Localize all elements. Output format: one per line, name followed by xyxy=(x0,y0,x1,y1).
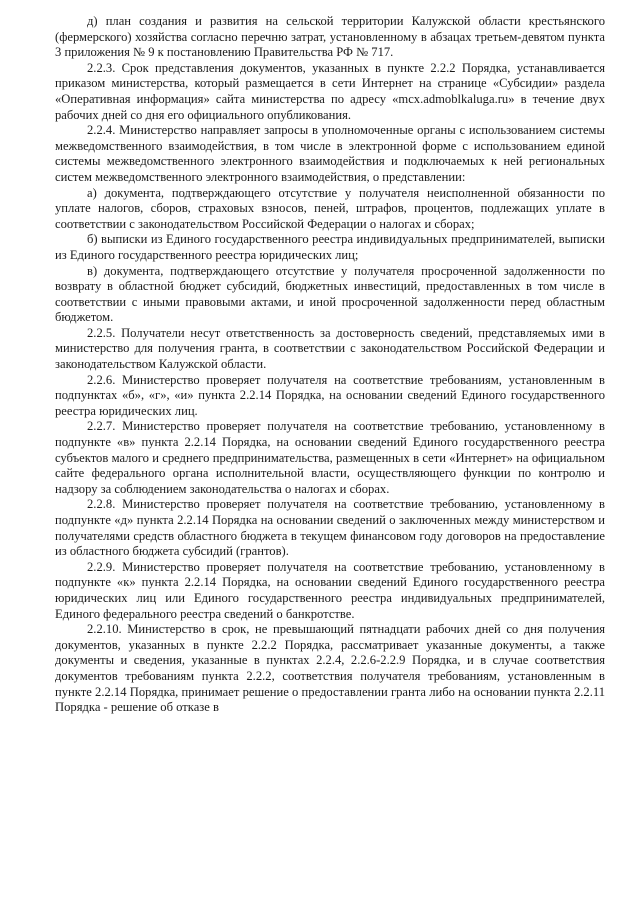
paragraph-2-2-3: 2.2.3. Срок представления документов, указанных в пункте 2.2.2 Порядка, устанавливается приказом министерства, который размещается в сети Интернет на странице «Субсидии» раздела «Оперативная информация» сайта министерства по адресу «mcx.admoblkaluga.ru» в течение двух рабочих дней со дня его официального опубликования. xyxy=(55,60,605,122)
paragraph-plan-d: д) план создания и развития на сельской территории Калужской области крестьянского (фермерского) хозяйства согласно перечню затрат, установленному в абзацах третьем-девятом пункта 3 приложения № 9 к постановлению Правительства РФ № 717. xyxy=(55,14,605,60)
paragraph-2-2-4: 2.2.4. Министерство направляет запросы в уполномоченные органы с использованием системы межведомственного взаимодействия, в том числе в электронной форме с использованием единой системы межведомственного электронного взаимодействия и подключаемых к ней региональных систем межведомственного электронного взаимодействия, о представлении: xyxy=(55,123,605,184)
paragraph-2-2-10: 2.2.10. Министерство в срок, не превышающий пятнадцати рабочих дней со дня получения документов, указанных в пункте 2.2.2 Порядка, рассматривает указанные документы, а также документы и сведения, указанные в пунктах 2.2.4, 2.2.6-2.2.9 Порядка, и в случае соответствия документов требованиям пункта 2.2.2, соответствия получателя требованиям, установленным в пункте 2.2.14 Порядка, принимает решение о предоставлении гранта либо на основании пункта 2.2.11 Порядка - решение об отказе в xyxy=(55,622,605,715)
paragraph-2-2-4-b: б) выписки из Единого государственного реестра индивидуальных предпринимателей, выписки из Единого государственного реестра юридических лиц; xyxy=(55,232,605,262)
paragraph-2-2-4-a: а) документа, подтверждающего отсутствие у получателя неисполненной обязанности по уплате налогов, сборов, страховых взносов, пеней, штрафов, процентов, подлежащих уплате в соответствии с законодательством Российской Федерации о налогах и сборах; xyxy=(55,185,605,231)
paragraph-2-2-5: 2.2.5. Получатели несут ответственность за достоверность сведений, представляемых ими в министерство для получения гранта, в соответствии с законодательством Российской Федерации и законодательством Калужской области. xyxy=(55,325,605,372)
paragraph-2-2-6: 2.2.6. Министерство проверяет получателя на соответствие требованиям, установленным в подпунктах «б», «г», «и» пункта 2.2.14 Порядка, на основании сведений Единого государственного реестра юридических лиц. xyxy=(55,372,605,418)
paragraph-2-2-4-v: в) документа, подтверждающего отсутствие у получателя просроченной задолженности по возврату в областной бюджет субсидий, бюджетных инвестиций, предоставленных в том числе в соответствии с иными правовыми актами, и иной просроченной задолженности перед областным бюджетом. xyxy=(55,263,605,325)
paragraph-2-2-8: 2.2.8. Министерство проверяет получателя на соответствие требованию, установленному в подпункте «д» пункта 2.2.14 Порядка на основании сведений о заключенных между министерством и получателями средств областного бюджета в текущем финансовом году договоров на предоставление из областного бюджета субсидий (грантов). xyxy=(55,497,605,559)
paragraph-2-2-9: 2.2.9. Министерство проверяет получателя на соответствие требованию, установленному в подпункте «к» пункта 2.2.14 Порядка, на основании сведений Единого государственного реестра юридических лиц или Единого государственного реестра индивидуальных предпринимателей, Единого федерального реестра сведений о банкротстве. xyxy=(55,559,605,621)
paragraph-2-2-7: 2.2.7. Министерство проверяет получателя на соответствие требованию, установленному в подпункте «в» пункта 2.2.14 Порядка, на основании сведений Единого государственного реестра субъектов малого и среднего предпринимательства, размещенных в сети «Интернет» на официальном сайте федерального органа исполнительной власти, осуществляющего функции по контролю и надзору за соблюдением законодательства о налогах и сборах. xyxy=(55,419,605,496)
document-page xyxy=(55,14,605,716)
